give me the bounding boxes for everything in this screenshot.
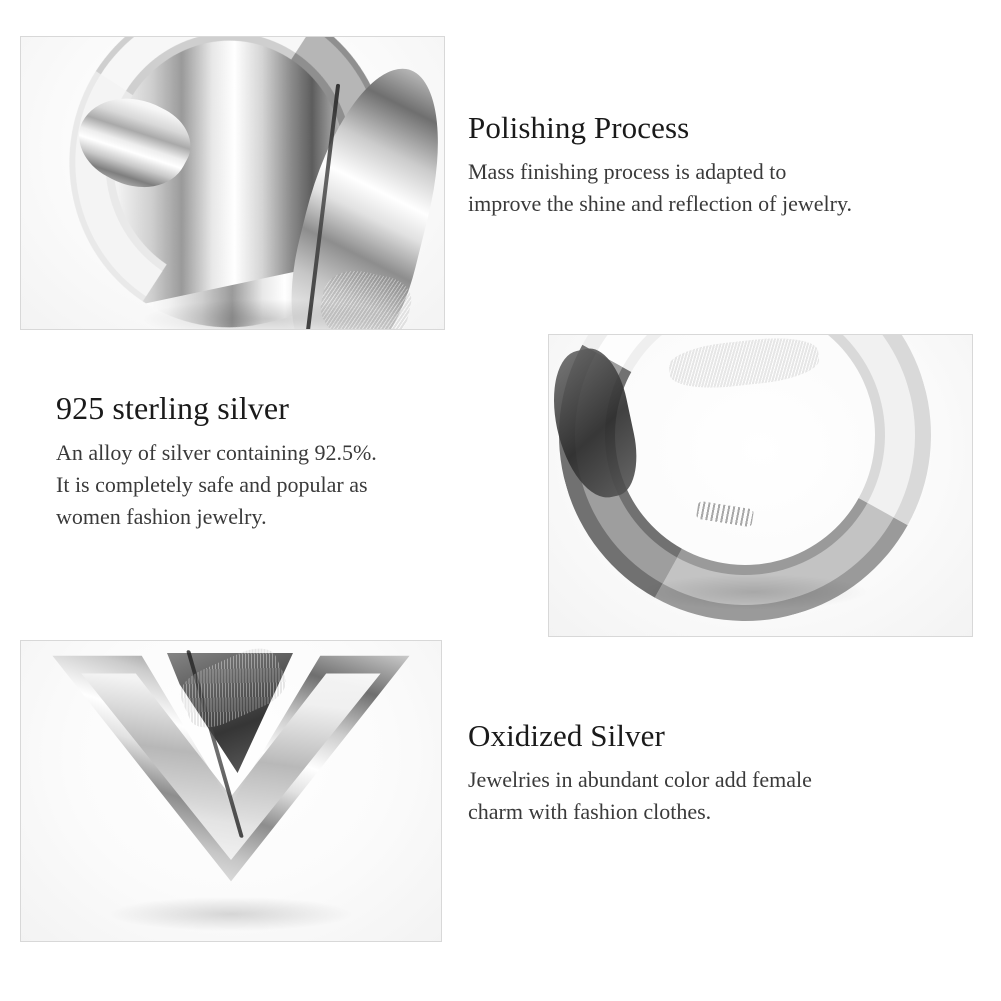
oxidized-silver-body-line-1: Jewelries in abundant color add female [468, 766, 812, 792]
chevron-drop-shadow [111, 897, 351, 931]
oxidized-silver-body-line-2: charm with fashion clothes. [468, 798, 712, 824]
sterling-silver-heading: 925 sterling silver [56, 390, 289, 426]
polishing-process-image [20, 36, 445, 330]
sterling-silver-text [56, 390, 526, 532]
polishing-process-body-line-1: Mass finishing process is adapted to [468, 158, 787, 184]
sterling-silver-body-line-1: An alloy of silver containing 92.5%. [56, 439, 377, 465]
polishing-process-body [468, 156, 988, 220]
sterling-silver-body-line-3: women fashion jewelry. [56, 503, 267, 529]
sterling-silver-body [56, 437, 526, 533]
sterling-silver-image [548, 334, 973, 637]
oxidized-silver-heading: Oxidized Silver [468, 718, 665, 753]
swirl-drop-shadow [141, 299, 391, 330]
polishing-process-photo [21, 37, 444, 329]
polishing-process-text [468, 110, 988, 219]
oxidized-silver-text [468, 718, 968, 827]
oxidized-silver-body [468, 764, 968, 828]
polishing-process-heading: Polishing Process [468, 110, 690, 145]
oxidized-silver-photo [21, 641, 441, 941]
band-drop-shadow [639, 574, 869, 610]
oxidized-silver-image [20, 640, 442, 942]
sterling-silver-body-line-2: It is completely safe and popular as [56, 471, 368, 497]
polishing-process-body-line-2: improve the shine and reflection of jewelry. [468, 190, 853, 216]
sterling-silver-photo [549, 335, 972, 636]
